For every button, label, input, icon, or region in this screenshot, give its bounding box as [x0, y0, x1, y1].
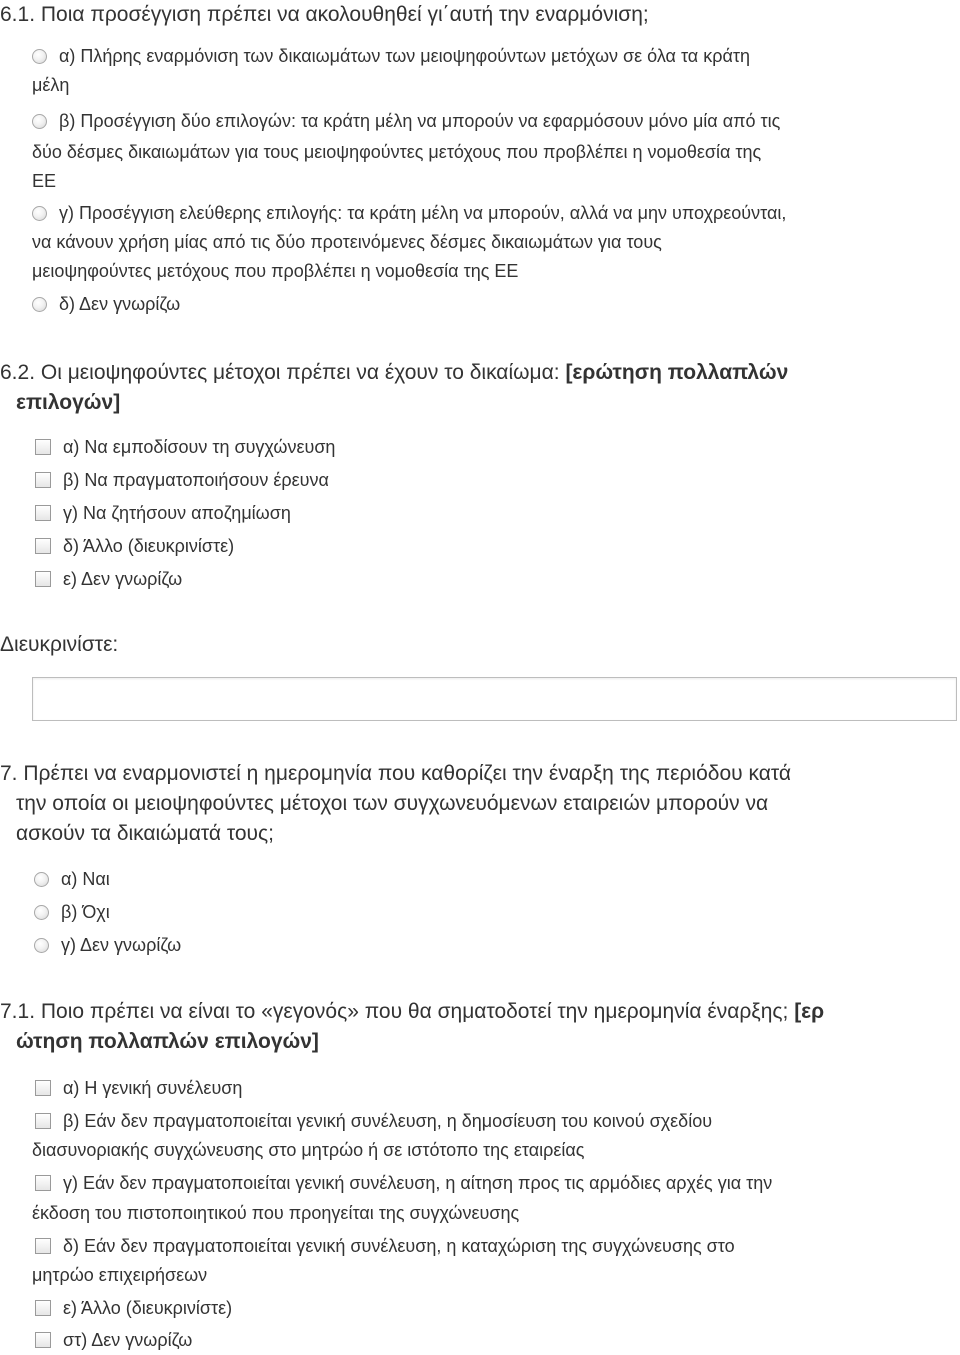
- radio-button[interactable]: [34, 872, 49, 887]
- q62-option-b[interactable]: [35, 465, 329, 495]
- q61-option-c-cont2: μειοψηφούντες μετόχους που προβλέπει η νομοθεσία της ΕΕ: [32, 261, 519, 281]
- question-6-2-title: [0, 358, 788, 388]
- checkbox[interactable]: [35, 1175, 51, 1191]
- checkbox[interactable]: [35, 571, 51, 587]
- radio-button[interactable]: [32, 114, 47, 129]
- checkbox[interactable]: [35, 538, 51, 554]
- radio-button[interactable]: [32, 297, 47, 312]
- option-label: στ) Δεν γνωρίζω: [63, 1330, 193, 1350]
- question-7-title: 7. Πρέπει να εναρμονιστεί η ημερομηνία που καθορίζει την έναρξη της περιόδου κατά: [0, 762, 791, 785]
- option-label: β) Προσέγγιση δύο επιλογών: τα κράτη μέλη να μπορούν να εφαρμόσουν μόνο μία από τις: [59, 111, 781, 131]
- multi-choice-note-cont: επιλογών]: [16, 391, 121, 414]
- radio-button[interactable]: [34, 938, 49, 953]
- question-text: 6.2. Οι μειοψηφούντες μέτοχοι πρέπει να έχουν το δικαίωμα:: [0, 361, 560, 384]
- q62-option-e[interactable]: [35, 564, 182, 594]
- q61-option-b[interactable]: [32, 106, 780, 136]
- option-label: β) Εάν δεν πραγματοποιείται γενική συνέλευση, η δημοσίευση του κοινού σχεδίου: [63, 1111, 713, 1131]
- option-label: ε) Άλλο (διευκρινίστε): [63, 1298, 233, 1318]
- option-label: α) Ναι: [61, 869, 110, 889]
- multi-choice-note: [ερ: [794, 1000, 825, 1023]
- checkbox[interactable]: [35, 1332, 51, 1348]
- option-label: δ) Άλλο (διευκρινίστε): [63, 536, 235, 556]
- option-label: γ) Να ζητήσουν αποζημίωση: [63, 503, 291, 523]
- multi-choice-note: [ερώτηση πολλαπλών: [565, 361, 789, 384]
- explain-input[interactable]: [32, 677, 957, 721]
- q61-option-b-cont: δύο δέσμες δικαιωμάτων για τους μειοψηφούντες μετόχους που προβλέπει η νομοθεσία της: [32, 142, 762, 162]
- radio-button[interactable]: [34, 905, 49, 920]
- q71-option-b-cont: διασυνοριακής συγχώνευσης στο μητρώο ή σε ιστότοπο της εταιρείας: [32, 1140, 585, 1160]
- q61-option-b-cont2: ΕΕ: [32, 171, 57, 191]
- option-label: α) Να εμποδίσουν τη συγχώνευση: [63, 437, 336, 457]
- multi-choice-note-cont: ώτηση πολλαπλών επιλογών]: [16, 1030, 319, 1053]
- option-label: δ) Δεν γνωρίζω: [59, 294, 181, 314]
- q71-option-c-cont: έκδοση του πιστοποιητικού που προηγείται της συγχώνευσης: [32, 1203, 520, 1223]
- q7-option-b[interactable]: [34, 897, 110, 927]
- question-6-1-title: 6.1. Ποια προσέγγιση πρέπει να ακολουθηθεί γι΄αυτή την εναρμόνιση;: [0, 3, 649, 26]
- option-label: γ) Προσέγγιση ελεύθερης επιλογής: τα κράτη μέλη να μπορούν, αλλά να μην υποχρεούνται,: [59, 203, 787, 223]
- option-label: ε) Δεν γνωρίζω: [63, 569, 183, 589]
- question-7-title-cont: την οποία οι μειοψηφούντες μέτοχοι των συγχωνευόμενων εταιρειών μπορούν να: [16, 792, 769, 815]
- q71-option-c[interactable]: [35, 1168, 772, 1198]
- option-label: δ) Εάν δεν πραγματοποιείται γενική συνέλευση, η καταχώριση της συγχώνευσης στο: [63, 1236, 735, 1256]
- q61-option-c[interactable]: [32, 198, 786, 228]
- question-6-2-title-cont: [16, 388, 120, 418]
- q62-option-a[interactable]: [35, 432, 335, 462]
- question-7-title-cont2: ασκούν τα δικαιώματά τους;: [16, 822, 274, 845]
- option-label: γ) Δεν γνωρίζω: [61, 935, 182, 955]
- q61-option-a[interactable]: [32, 41, 750, 71]
- option-label: β) Όχι: [61, 902, 110, 922]
- q61-option-d[interactable]: [32, 289, 180, 319]
- option-label: α) Η γενική συνέλευση: [63, 1078, 243, 1098]
- checkbox[interactable]: [35, 1113, 51, 1129]
- q71-option-e[interactable]: [35, 1293, 232, 1323]
- q7-option-a[interactable]: [34, 864, 110, 894]
- radio-button[interactable]: [32, 206, 47, 221]
- checkbox[interactable]: [35, 1300, 51, 1316]
- option-label: γ) Εάν δεν πραγματοποιείται γενική συνέλευση, η αίτηση προς τις αρμόδιες αρχές για την: [63, 1173, 773, 1193]
- checkbox[interactable]: [35, 505, 51, 521]
- q71-option-f[interactable]: [35, 1325, 192, 1355]
- q62-option-d[interactable]: [35, 531, 234, 561]
- q71-option-d-cont: μητρώο επιχειρήσεων: [32, 1265, 208, 1285]
- radio-button[interactable]: [32, 49, 47, 64]
- option-label: α) Πλήρης εναρμόνιση των δικαιωμάτων των μειοψηφούντων μετόχων σε όλα τα κράτη: [59, 46, 750, 66]
- checkbox[interactable]: [35, 439, 51, 455]
- q61-option-a-cont: μέλη: [32, 75, 70, 95]
- q62-option-c[interactable]: [35, 498, 291, 528]
- question-text: 7.1. Ποιο πρέπει να είναι το «γεγονός» που θα σηματοδοτεί την ημερομηνία έναρξης;: [0, 1000, 789, 1023]
- q7-option-c[interactable]: [34, 930, 181, 960]
- q71-option-d[interactable]: [35, 1231, 735, 1261]
- checkbox[interactable]: [35, 472, 51, 488]
- checkbox[interactable]: [35, 1080, 51, 1096]
- q61-option-c-cont: να κάνουν χρήση μίας από τις δύο προτεινόμενες δέσμες δικαιωμάτων για τους: [32, 232, 662, 252]
- question-7-1-title-cont: [16, 1027, 319, 1057]
- checkbox[interactable]: [35, 1238, 51, 1254]
- q71-option-b[interactable]: [35, 1106, 712, 1136]
- explain-label: Διευκρινίστε:: [0, 633, 119, 656]
- question-7-1-title: [0, 997, 824, 1027]
- q71-option-a[interactable]: [35, 1073, 242, 1103]
- option-label: β) Να πραγματοποιήσουν έρευνα: [63, 470, 329, 490]
